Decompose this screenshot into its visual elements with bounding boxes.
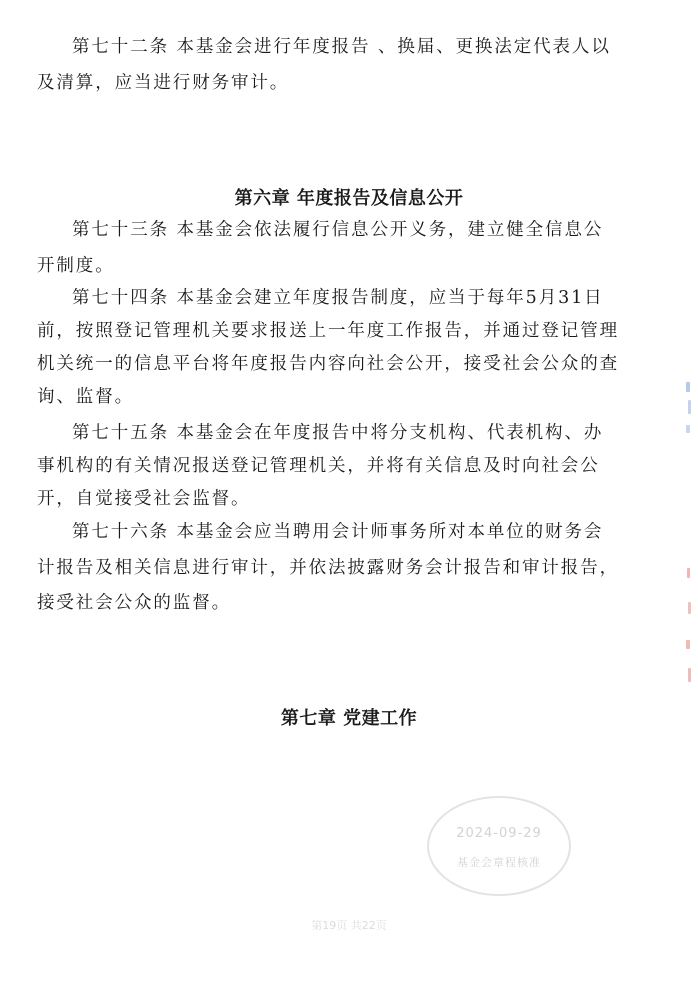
article-74-line-3: 机关统一的信息平台将年度报告内容向社会公开，接受社会公众的查 xyxy=(37,354,619,374)
article-75-line-1: 第七十五条 本基金会在年度报告中将分支机构、代表机构、办 xyxy=(72,423,604,443)
chapter-7-heading: 第七章 党建工作 xyxy=(280,708,418,729)
article-75-line-2: 事机构的有关情况报送登记管理机关，并将有关信息及时向社会公 xyxy=(37,456,600,476)
approval-seal xyxy=(427,796,571,896)
article-72-line-1: 第七十二条 本基金会进行年度报告 、换届、更换法定代表人以 xyxy=(72,37,611,57)
article-74-line-2: 前，按照登记管理机关要求报送上一年度工作报告，并通过登记管理 xyxy=(37,321,619,341)
article-75-line-3: 开，自觉接受社会监督。 xyxy=(37,489,251,509)
chapter-6-heading: 第六章 年度报告及信息公开 xyxy=(234,188,464,209)
article-76-line-1: 第七十六条 本基金会应当聘用会计师事务所对本单位的财务会 xyxy=(72,522,604,542)
article-72-line-2: 及清算，应当进行财务审计。 xyxy=(37,73,290,93)
article-74-line-4: 询、监督。 xyxy=(37,387,134,407)
seal-date: 2024-09-29 xyxy=(456,826,542,841)
article-76-line-3: 接受社会公众的监督。 xyxy=(37,593,231,613)
article-73-line-2: 开制度。 xyxy=(37,256,115,276)
page-number: 第19页 共22页 xyxy=(311,919,387,932)
article-74-line-1: 第七十四条 本基金会建立年度报告制度，应当于每年5月31日 xyxy=(72,288,604,308)
seal-text: 基金会章程核准 xyxy=(457,856,541,869)
article-73-line-1: 第七十三条 本基金会依法履行信息公开义务，建立健全信息公 xyxy=(72,220,604,240)
article-76-line-2: 计报告及相关信息进行审计，并依法披露财务会计报告和审计报告， xyxy=(37,558,619,578)
